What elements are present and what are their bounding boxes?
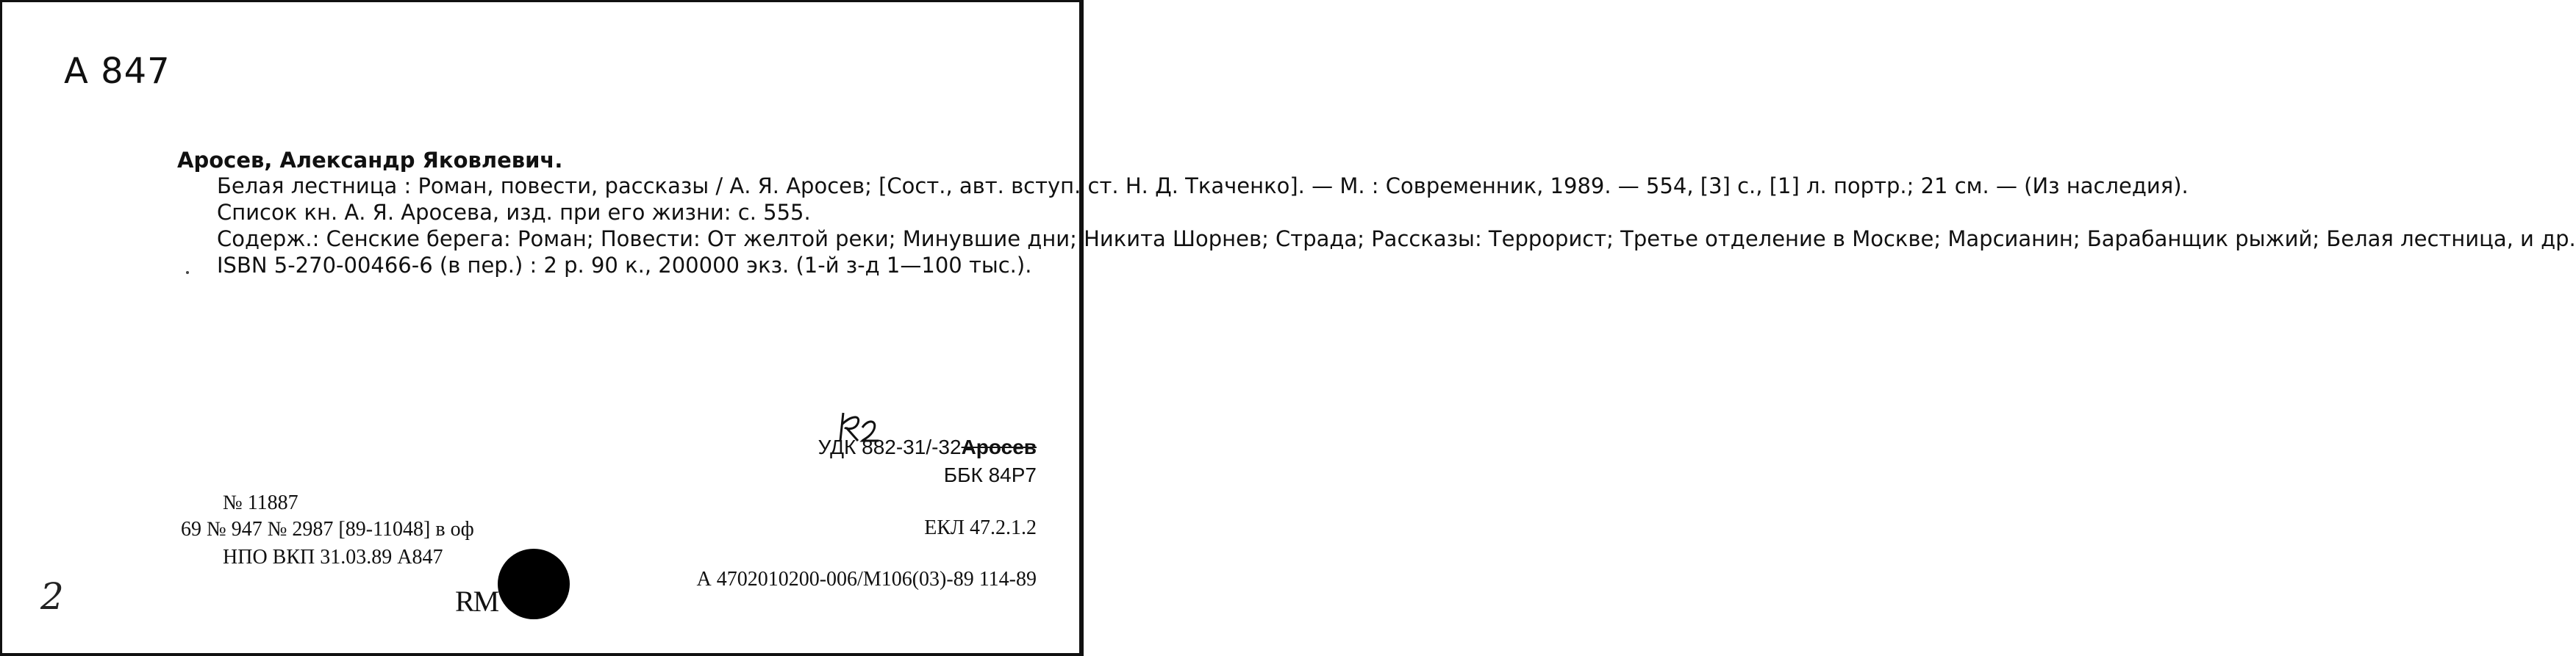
bbk-classification: ББК 84Р7 [943, 464, 1037, 486]
handwritten-number: 2 [40, 575, 64, 618]
card-number: № 11887 [223, 491, 298, 514]
author-heading: Аросев, Александр Яковлевич. [177, 148, 563, 173]
catalog-code: А 4702010200-006/М106(03)-89 114-89 [696, 568, 1037, 591]
contents-note: Содерж.: Сенские берега: Роман; Повести: От желтой реки; Минувшие дни; Никита Шорнев; Страда; Рассказы: Террорист; Третье отделение в Москве; Марсианин; Барабанщик рыжий; Белая лестница, и др. [217, 226, 2576, 251]
description-body [177, 173, 2576, 278]
ink-speck [186, 271, 189, 274]
isbn-line: ISBN 5-270-00466-6 (в пер.) : 2 р. 90 к., 200000 экз. (1-й з-д 1—100 тыс.). [217, 253, 1032, 278]
udk-struck-text: Аросев [961, 436, 1037, 458]
bibliography-note: Список кн. А. Я. Аросева, изд. при его жизни: с. 555. [217, 200, 811, 225]
call-number: А 847 [64, 51, 171, 92]
udk-code: УДК 882-31/-32 [817, 436, 962, 458]
ekl-code: ЕКЛ 47.2.1.2 [924, 516, 1037, 539]
ink-blot [498, 549, 570, 619]
title-paragraph: Белая лестница : Роман, повести, рассказы / А. Я. Аросев; [Сост., авт. вступ. ст. Н. Д. Ткаченко]. — М. : Современник, 1989. — 554, [3] с., [1] л. портр.; 21 см. — (Из наследия). [217, 173, 2189, 198]
order-number-line: 69 № 947 № 2987 [89-11048] в оф [181, 518, 474, 541]
handwritten-initials-mark [836, 408, 883, 445]
npo-line: НПО ВКП 31.03.89 А847 [223, 546, 443, 569]
rm-stamp: RM [455, 585, 498, 618]
